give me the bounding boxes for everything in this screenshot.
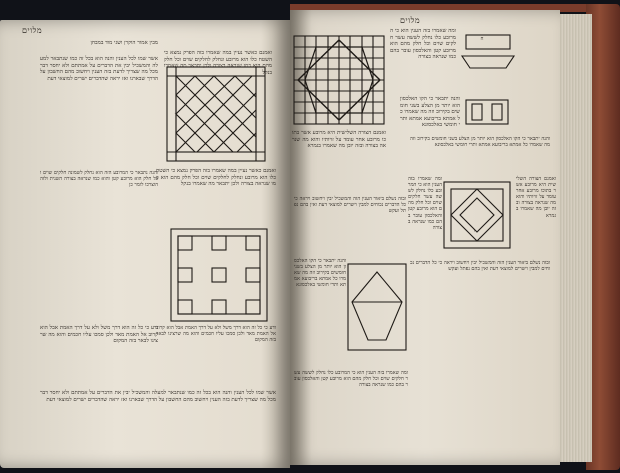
right-top-narrow-text: ומה שאמרו בזה הענין הוא כי המרובע כלו נחלק לששה עשר חלקים שוים וכל חלק מהם הוא מרובע קטן והאלכסון עובר בהם כמו שנראה בצורה bbox=[390, 28, 456, 61]
right-diagram-small-rects bbox=[464, 98, 510, 126]
right-mid-narrow-text: ומה שאמרו בזה הענין הוא כי המרובע כלו נחלק לששה עשר חלקים שוים וכל חלק מהם הוא מרובע קטן והאלכסון עובר בהם כמו שנראה בצורה bbox=[408, 176, 442, 231]
right-edge-text: ואמנם הצורה השלישית היא מרובע אשר בתוכו מרובע אחר עומד על זויותיו והוא מה שנראה בצורה ובזה יובן מה שאמרו בגמרא bbox=[516, 176, 556, 219]
right-diagram-nested-square bbox=[442, 180, 512, 250]
right-small-text-1: והנה יתבאר כי הקו האלכסון הוא יותר מן הצלע בשני חומשים בקירוב וזה מה שאמרו כל אמתא בריבועא אמתא ותרי חומשי באלכסונא bbox=[400, 96, 460, 129]
right-left-col-text-2: ובזה נשלם ביאור הענין הזה והמשכיל יבין ויחשוב ויראה כי כל הדברים נכוחים למבין וישרים למוצאי דעת ואין בהם נפתל ועקש bbox=[294, 196, 406, 215]
left-lower-text: ודע כי כל זה הוא דרך משל ולא על דרך האמת אבל הוא קרוב אל האמת מאד ולכן סמכו עליו חכמים והוא מה שרצינו לבאר בזה המקום bbox=[156, 325, 276, 344]
left-lead-line: מבין אמור הוקרן ושגי מוד במבחן bbox=[90, 40, 158, 46]
right-diagram-diamond-grid bbox=[292, 34, 386, 126]
right-lower-left-text: והנה יתבאר כי הקו האלכסון הוא יותר מן הצלע בשני חומשים בקירוב וזה מה שאמרו כל אמתא בריבועא אמתא ותרי חומשי באלכסונא bbox=[293, 258, 346, 289]
right-lower-wide-text: ובזה נשלם ביאור הענין הזה והמשכיל יבין ויחשוב ויראה כי כל הדברים נכוחים למבין וישרים למוצאי דעת ואין בהם נפתל ועקש bbox=[410, 260, 550, 273]
right-diagram-small-trapezoid bbox=[460, 32, 516, 72]
left-bottom-text: אשר שמו לכל הענין והנה הוא בכל זה כמו שנתבאר למעלה והמשכיל יבין את הדברים על אמתתם ולא יחסר דבר מכל מה שצריך לדעת בזה הענין ויחשוב מהם החשבון על הדרך שבארנו ואז יראה שהדברים ישרים למוצאי דעת bbox=[40, 390, 276, 403]
left-figure-caption: ד bbox=[174, 112, 178, 118]
left-mid-text: ואמנם כאשר נעיין במה שאמרו בזה הפרק נמצא כי השטח כלו הוא מרובע ונחלק לחלקים שוים וכל חלק מהם הוא כמו שנראה בצורה ולכן יתבאר מה שאמרו בנקל bbox=[156, 168, 276, 188]
right-left-col-text-1: ואמנם הצורה השלישית היא מרובע אשר בתוכו מרובע אחר עומד על זויותיו והוא מה שנראה בצורה ובזה יובן מה שאמרו בגמרא bbox=[292, 130, 386, 150]
right-figure-label-2: ו bbox=[473, 228, 475, 234]
left-column-text-2: והנה נתבאר כי המרובע הזה הוא נחלק לשמונה חלקים שוים וכל חלק הוא מרובע קטן והוא כמו שנראה בצורה השנית ולזה הוצרכו לומר כן bbox=[40, 170, 158, 189]
left-column-text-3: ודע כי כל זה הוא דרך משל ולא על דרך האמת אבל הוא קרוב אל האמת מאד ולכן סמכו עליו חכמים והוא מה שרצינו לבאר בזה המקום bbox=[40, 325, 158, 345]
right-diagram-hexagon bbox=[346, 262, 408, 352]
left-page-header: מלוים bbox=[22, 26, 43, 35]
left-column-text-1: אשר שמו לכל הענין והנה הוא בכל זה כמו שנתבאר למעלה והמשכיל יבין את הדברים על אמתתם ולא יחסר דבר מכל מה שצריך לדעת בזה הענין ויחשוב מהם החשבון על הדרך שבארנו ואז יראה שהדברים ישרים למוצאי דעת bbox=[40, 56, 158, 82]
right-wide-text-1: והנה יתבאר כי הקו האלכסון הוא יותר מן הצלע בשני חומשים בקירוב וזה מה שאמרו כל אמתא בריבועא אמתא ותרי חומשי באלכסונא bbox=[410, 136, 550, 149]
page-edges bbox=[558, 14, 592, 462]
right-footer-text: ומה שאמרו בזה הענין הוא כי המרובע כלו נחלק לששה עשר חלקים שוים וכל חלק מהם הוא מרובע קטן והאלכסון עובר בהם כמו שנראה בצורה bbox=[294, 370, 408, 389]
right-figure-label-1: ח bbox=[480, 36, 484, 42]
right-page-header: מלוים bbox=[400, 16, 421, 25]
left-top-text: ואמנם כאשר נעיין במה שאמרו בזה הפרק נמצא כי השטח כלו הוא מרובע ונחלק לחלקים שוים וכל חלק מהם הוא כמו שנראה בצורה ולכן יתבאר מה שאמרו בנקל bbox=[164, 50, 272, 76]
left-diagram-squares bbox=[168, 226, 270, 324]
